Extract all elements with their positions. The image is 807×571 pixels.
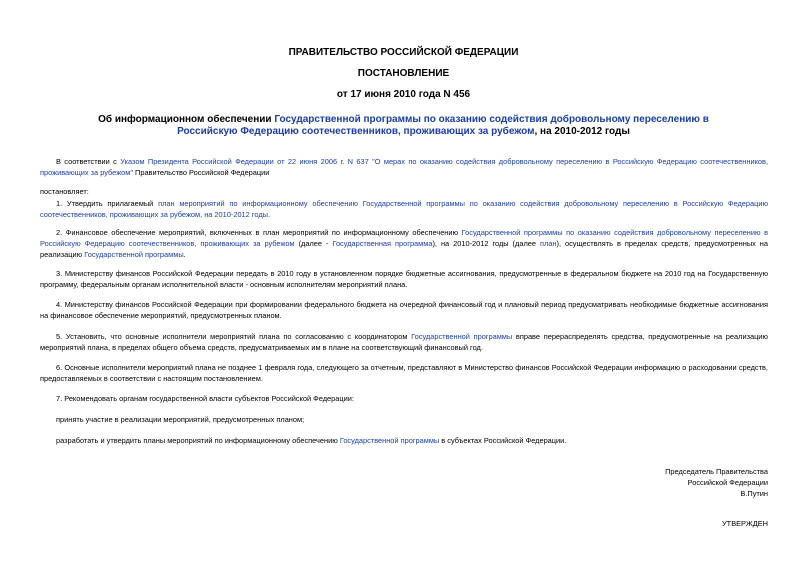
signature-name: В.Путин — [740, 489, 768, 498]
paragraph-7a: принять участие в реализации мероприятий, предусмотренных планом; — [56, 415, 305, 424]
paragraph-7b — [40, 435, 768, 446]
p2-plan-link[interactable]: план — [539, 239, 557, 248]
p5-post: вправе перераспределять средства, предусмотренные на реализацию мероприятий плана, в пределах общего объема средств, предусматриваемых им в плане на соответствующий финансовый год. — [40, 332, 768, 352]
p7b-post: в субъектах Российской Федерации. — [439, 436, 567, 445]
p2-program-link-2[interactable]: Государственной программы — [84, 250, 184, 259]
p2-mid1: (далее - — [294, 239, 333, 248]
p2-post: . — [183, 250, 186, 259]
p7b-program-link[interactable]: Государственной программы — [339, 436, 440, 445]
paragraph-5 — [40, 331, 768, 353]
p7b-pre: разработать и утвердить планы мероприятий по информационному обеспечению — [56, 436, 340, 445]
preamble-post: Правительство Российской Федерации — [132, 168, 270, 177]
p1-pre: 1. Утвердить прилагаемый — [56, 199, 159, 208]
p2-program-short-link[interactable]: Государственная программа — [332, 239, 433, 248]
document-title — [70, 114, 737, 138]
decree-link[interactable]: Указом Президента Российской Федерации от 22 июня 2006 г. N 637 "О мерах по оказанию содействия добровольному переселению в Российскую Федерацию соотечественников, проживающих за рубежом" — [40, 157, 768, 177]
plan-link[interactable]: план мероприятий по информационному обеспечению Государственной программы по оказанию содействия добровольному переселению в Российскую Федерацию соотечественников, проживающих за рубежом, на 2010-2012 годы — [40, 199, 769, 219]
paragraph-7: 7. Рекомендовать органам государственной власти субъектов Российской Федерации: — [56, 394, 354, 403]
document-type: ПОСТАНОВЛЕНИЕ — [357, 68, 450, 79]
paragraph-3: 3. Министерству финансов Российской Федерации передать в 2010 году в установленном порядке бюджетные ассигнования, предусмотренные в федеральном бюджете на 2010 год на Государственную программу, федеральным органам исполнительной власти - основным исполнителям мероприятий плана. — [40, 269, 768, 289]
preamble — [40, 156, 768, 178]
title-prefix: Об информационном обеспечении — [98, 114, 275, 125]
p2-program-link[interactable]: Государственной программы по оказанию содействия добровольному переселению в Российскую Федерацию соотечественников, проживающих за рубежом — [40, 228, 769, 248]
p1-post: . — [267, 210, 271, 219]
p2-mid2: ), на 2010-2012 годы (далее — [432, 239, 540, 248]
government-heading: ПРАВИТЕЛЬСТВО РОССИЙСКОЙ ФЕДЕРАЦИИ — [288, 47, 519, 58]
paragraph-2 — [40, 227, 768, 260]
preamble-pre: В соответствии с — [56, 157, 121, 166]
title-suffix: , на 2010-2012 годы — [534, 126, 630, 137]
title-program-link[interactable]: Государственной программы по оказанию содействия добровольному переселению в Российскую Федерацию соотечественников, проживающих за рубежом — [177, 114, 709, 137]
document-date-number: от 17 июня 2010 года N 456 — [336, 89, 471, 100]
signature-block — [560, 466, 768, 499]
signature-country: Российской Федерации — [687, 478, 768, 487]
approved-stamp: УТВЕРЖДЕН — [721, 519, 768, 528]
signature-position: Председатель Правительства — [665, 467, 768, 476]
paragraph-1 — [40, 198, 768, 220]
paragraph-4: 4. Министерству финансов Российской Федерации при формировании федерального бюджета на очередной финансовый год и плановый период предусматривать необходимые бюджетные ассигнования на финансовое обеспечение мероприятий, предусмотренных планом. — [40, 300, 768, 320]
p5-pre: 5. Установить, что основные исполнители мероприятий плана по согласованию с координатором — [56, 332, 412, 341]
resolves-text: постановляет: — [40, 187, 89, 196]
p2-pre: 2. Финансовое обеспечение мероприятий, включенных в план мероприятий по информационному обеспечению — [56, 228, 462, 237]
p2-mid3: ), осуществлять в пределах средств, предусмотренных на реализацию — [40, 239, 768, 259]
p5-program-link[interactable]: Государственной программы — [411, 332, 513, 341]
paragraph-6: 6. Основные исполнители мероприятий плана не позднее 1 февраля года, следующего за отчетным, представляют в Министерство финансов Российской Федерации информацию о расходовании средств, предоставляемых в соответствии с настоящим постановлением. — [40, 363, 768, 383]
